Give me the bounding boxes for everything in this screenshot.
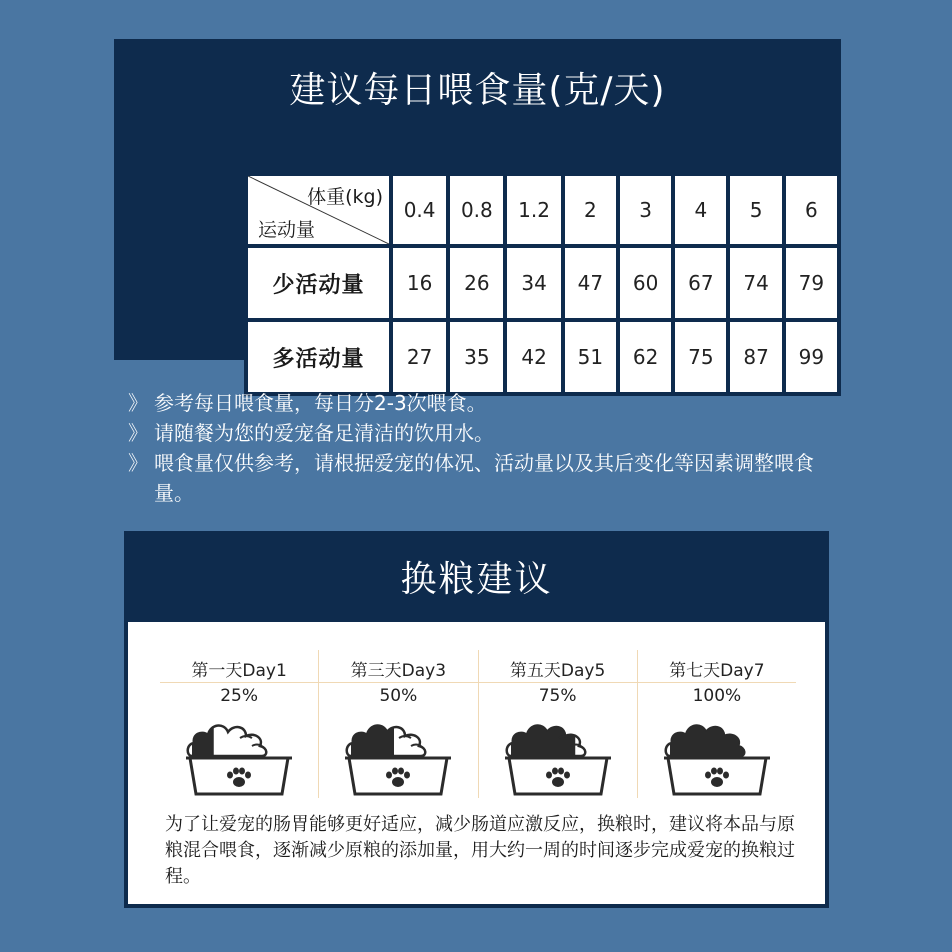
amount-cell: 47 xyxy=(563,246,618,320)
day-label: 第七天Day7 xyxy=(669,661,765,681)
amount-cell: 62 xyxy=(618,320,673,394)
amount-cell: 60 xyxy=(618,246,673,320)
weight-header-cell: 6 xyxy=(784,174,839,246)
amount-cell: 35 xyxy=(448,320,505,394)
transition-days xyxy=(160,650,796,798)
day-label: 第一天Day1 xyxy=(191,661,287,681)
row-label-low-activity: 少活动量 xyxy=(246,246,391,320)
bowl-body xyxy=(349,758,447,794)
chevron-marker-icon: 》 xyxy=(128,451,148,475)
food-bowl-icon xyxy=(319,708,478,798)
feeding-panel xyxy=(114,39,841,372)
food-bowl-icon xyxy=(638,708,797,798)
weight-header-cell: 1.2 xyxy=(505,174,562,246)
row-label-high-activity: 多活动量 xyxy=(246,320,391,394)
bowl-body xyxy=(509,758,607,794)
day-column xyxy=(478,650,637,798)
transition-content xyxy=(128,622,825,904)
weight-header-cell: 4 xyxy=(673,174,728,246)
weight-header-cell: 0.4 xyxy=(391,174,448,246)
feeding-table xyxy=(244,172,841,396)
transition-title: 换粮建议 xyxy=(400,558,553,600)
food-bowl-icon xyxy=(479,708,638,798)
amount-cell: 99 xyxy=(784,320,839,394)
amount-cell: 16 xyxy=(391,246,448,320)
table-row-low-activity xyxy=(246,246,839,320)
day-label: 第五天Day5 xyxy=(509,661,606,681)
amount-cell: 74 xyxy=(728,246,783,320)
day-label: 第三天Day3 xyxy=(350,661,447,681)
day-percent: 50% xyxy=(379,686,418,706)
feeding-title: 建议每日喂食量(克/天) xyxy=(289,70,666,111)
amount-cell: 79 xyxy=(784,246,839,320)
note-text: 喂食量仅供参考，请根据爱宠的体况、活动量以及其后变化等因素调整喂食量。 xyxy=(154,451,814,505)
weight-header-cell: 5 xyxy=(728,174,783,246)
bowl-body xyxy=(668,758,766,794)
table-row-high-activity xyxy=(246,320,839,394)
amount-cell: 51 xyxy=(563,320,618,394)
weight-header-cell: 0.8 xyxy=(448,174,505,246)
feeding-notes xyxy=(128,388,828,508)
corner-activity-label: 运动量 xyxy=(258,219,316,241)
bowl-body xyxy=(190,758,288,794)
table-corner-cell xyxy=(246,174,391,246)
note-text: 请随餐为您的爱宠备足清洁的饮用水。 xyxy=(154,421,494,445)
chevron-marker-icon: 》 xyxy=(128,391,148,415)
weight-header-cell: 3 xyxy=(618,174,673,246)
amount-cell: 27 xyxy=(391,320,448,394)
amount-cell: 87 xyxy=(728,320,783,394)
note-item xyxy=(128,418,828,448)
amount-cell: 67 xyxy=(673,246,728,320)
day-column xyxy=(637,650,796,798)
note-text: 参考每日喂食量，每日分2-3次喂食。 xyxy=(154,391,487,415)
day-percent: 75% xyxy=(538,686,577,706)
amount-cell: 34 xyxy=(505,246,562,320)
chevron-marker-icon: 》 xyxy=(128,421,148,445)
day-percent: 25% xyxy=(220,686,259,706)
corner-weight-label: 体重(kg) xyxy=(307,186,383,208)
transition-description: 为了让爱宠的肠胃能够更好适应，减少肠道应激反应，换粮时，建议将本品与原粮混合喂食，逐渐减少原粮的添加量，用大约一周的时间逐步完成爱宠的换粮过程。 xyxy=(165,814,795,887)
new-food-pile xyxy=(506,726,585,756)
amount-cell: 26 xyxy=(448,246,505,320)
day-column xyxy=(318,650,477,798)
note-item xyxy=(128,448,828,508)
new-food-pile xyxy=(665,726,744,756)
table-header-row xyxy=(246,174,839,246)
food-bowl-icon xyxy=(160,708,319,798)
amount-cell: 42 xyxy=(505,320,562,394)
amount-cell: 75 xyxy=(673,320,728,394)
note-item xyxy=(128,388,828,418)
weight-header-cell: 2 xyxy=(563,174,618,246)
day-percent: 100% xyxy=(692,686,742,706)
day-column xyxy=(160,650,318,798)
food-transition-panel xyxy=(124,531,829,908)
